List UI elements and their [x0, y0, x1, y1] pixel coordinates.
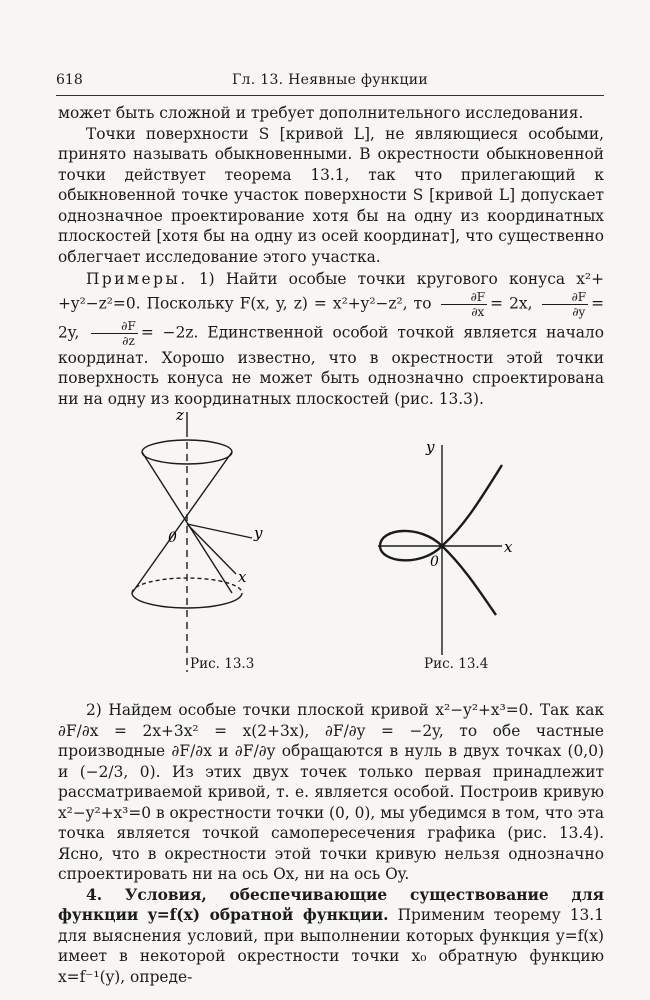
paragraph-example-2: 2) Найдем особые точки плоской кривой x²−y²+x³=0. Так как ∂F/∂x = 2x+3x² = x(2+3x), ∂F/∂y = −2y, то обе частные производные ∂F/∂x и ∂F/∂y обращаются в нуль в двух точках (0,0) и (−2/3, 0). Из этих двух точек только первая принадлежит рассматриваемой кривой, т. е. является особой. Построив кривую x²−y²+x³=0 в окрестности точки (0, 0), мы убедимся в том, что эта точка является точкой самопересечения графика (рис. 13.4). Ясно, что в окрестности этой точки кривую нельзя однозначно спроектировать ни на ось Ox, ни на ось Oy.: [58, 701, 604, 883]
page-number: 618: [56, 72, 83, 88]
frac-denominator: ∂y: [572, 304, 586, 319]
caption-fig-13-4: Рис. 13.4: [424, 656, 489, 672]
cone-y-axis: [187, 524, 252, 538]
section-4-text: Применим теорему 13.1 для выяснения условий, при выполнении которых функция y=f(x) имеет в некоторой окрестности точки x₀ обратную функцию x=f⁻¹(y), опреде-: [58, 906, 604, 986]
cone-x-axis: [187, 524, 236, 574]
frac-numerator: ∂F: [91, 319, 138, 334]
text-block-top: [58, 103, 604, 409]
cone-label-z: z: [176, 406, 184, 424]
cubic-label-x: x: [504, 538, 513, 556]
page-header: [56, 72, 604, 94]
paragraph-intro: может быть сложной и требует дополнительного исследования.: [58, 104, 584, 122]
cubic-curve: [380, 465, 502, 615]
cone-generator-1: [142, 452, 232, 593]
partial-y-value: = 2y,: [58, 294, 605, 341]
paragraph-example-1: [58, 269, 604, 409]
running-title: Гл. 13. Неявные функции: [231, 72, 429, 88]
figures-svg: [0, 400, 650, 690]
partial-derivative-x: [441, 290, 488, 319]
cubic-label-origin: 0: [430, 554, 439, 570]
cone-label-x: x: [238, 568, 247, 586]
caption-fig-13-3: Рис. 13.3: [190, 656, 255, 672]
cone-label-y: y: [254, 524, 263, 542]
figure-nodal-cubic: [378, 445, 502, 655]
cone-generator-2: [132, 452, 232, 593]
header-rule: [56, 95, 604, 96]
example-1-part-1: 1) Найти особые точки кругового конуса x²+ +y²−z²=0. Поскольку F(x, y, z) = x²+y²−z², то: [58, 270, 604, 312]
frac-numerator: ∂F: [542, 290, 589, 305]
figures-area: [0, 400, 650, 690]
frac-denominator: ∂x: [471, 304, 485, 319]
paragraph-section-4: [58, 885, 604, 988]
frac-numerator: ∂F: [441, 290, 488, 305]
partial-x-value: = 2x,: [490, 294, 533, 312]
cone-label-origin: 0: [168, 530, 177, 546]
example-1-part-2: Единственной особой точкой является начало координат. Хорошо известно, что в окрестности этой точки поверхность конуса не может быть однозначно спроектирована ни на одну из координатных плоскостей (рис. 13.3).: [58, 323, 604, 408]
section-4-heading: 4. Условия, обеспечивающие существование для функции y=f(x) обратной функции.: [58, 885, 604, 924]
figure-cone: [132, 412, 255, 672]
partial-derivative-z: [91, 319, 138, 348]
examples-label: Примеры.: [86, 270, 188, 288]
frac-denominator: ∂z: [122, 333, 135, 348]
paragraph-ordinary-points: Точки поверхности S [кривой L], не являющиеся особыми, принято называть обыкновенными. В окрестности обыкновенной точки действует теорема 13.1, так что прилегающий к обыкновенной точке участок поверхности S [кривой L] допускает однозначное проектирование хотя бы на одну из координатных плоскостей [хотя бы на одну из осей координат], что существенно облегчает исследование этого участка.: [58, 124, 604, 266]
partial-derivative-y: [542, 290, 589, 319]
text-block-bottom: [58, 700, 604, 987]
partial-z-value: = −2z.: [140, 323, 199, 341]
cubic-label-y: y: [426, 438, 435, 456]
